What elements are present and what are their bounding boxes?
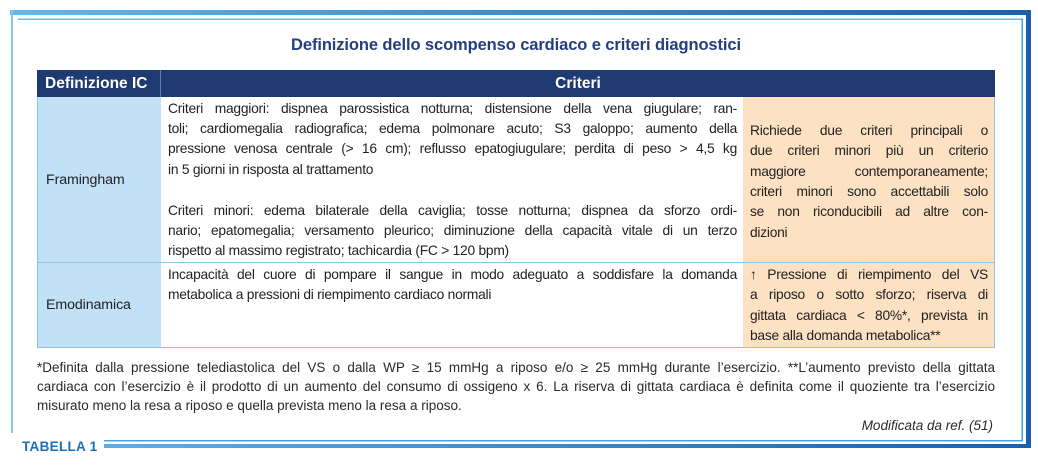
text-line: nario; epatomegalia; versamento pleurico; diminuzione della capacità vitale di un terzo	[168, 222, 737, 238]
row-notes-framingham	[743, 97, 995, 263]
definition-label: Emodinamica	[46, 297, 131, 313]
table-title: Definizione dello scompenso cardiaco e criteri diagnostici	[291, 36, 741, 54]
text-line: a riposo o sotto sforzo; riserva di	[750, 287, 988, 303]
row-criteria-framingham	[161, 97, 743, 263]
frame-left-thin	[11, 10, 13, 433]
frame-top-thick	[10, 10, 1031, 15]
text-line: Criteri minori: edema bilaterale della caviglia; tosse notturna; dispnea da sforzo ordi-	[168, 202, 737, 218]
footnote-line: cardiaca con l’esercizio è il prodotto di un aumento del consumo di ossigeno x 6. La riserva di gittata cardiaca è definita come il quoziente tra l’esercizio	[37, 379, 995, 394]
header-definition: Definizione IC	[37, 70, 161, 97]
source-note: Modificata da ref. (51)	[861, 418, 993, 433]
row-notes-emodinamica	[743, 263, 995, 348]
text-line: toli; cardiomegalia radiografica; edema polmonare acuto; S3 galoppo; aumento della	[168, 120, 737, 136]
frame-top-thin	[18, 19, 1023, 21]
minor-criteria	[168, 201, 737, 262]
frame-right-thin	[1022, 19, 1024, 442]
text-line: Criteri maggiori: dispnea parossistica notturna; distensione della vena giugulare; ran-	[168, 100, 737, 116]
major-criteria	[168, 99, 737, 181]
footnote-line: misurato meno la resa a riposo e quella prevista meno la resa a riposo.	[37, 398, 462, 413]
row-definition-framingham	[37, 97, 161, 263]
text-line: base alla domanda metabolica**	[750, 328, 941, 344]
text-line: metabolica a pressioni di riempimento cardiaco normali	[168, 286, 492, 302]
text-line: in 5 giorni in risposta al trattamento	[168, 161, 374, 177]
text-line: Richiede due criteri principali o	[750, 122, 988, 138]
text-line: gittata cardiaca < 80%*, prevista in	[750, 307, 988, 323]
frame-bottom-thick	[104, 444, 1031, 448]
text-line: pressione venosa centrale (> 16 cm); reflusso epatogiugulare; perdita di peso > 4,5 kg	[168, 141, 737, 157]
row-definition-emodinamica	[37, 263, 161, 348]
footnote-line: *Definita dalla pressione telediastolica del VS o dalla WP ≥ 15 mmHg a riposo e/o ≥ 25 mmHg durante l’esercizio. **L’aumento previsto della gittata	[37, 360, 995, 375]
definition-label: Framingham	[46, 171, 125, 188]
criteria-table	[37, 70, 995, 348]
text-line: Incapacità del cuore di pompare il sangue in modo adeguato a soddisfare la domanda	[168, 266, 737, 282]
footnote	[37, 358, 995, 415]
hemodynamic-criteria	[168, 265, 737, 306]
text-line: rispetto al massimo registrato; tachicardia (FC > 120 bpm)	[168, 243, 509, 259]
notes-text	[750, 121, 988, 243]
text-line: ↑ Pressione di riempimento del VS	[750, 267, 988, 282]
frame-bottom-thin	[104, 440, 1023, 442]
notes-text	[750, 265, 988, 347]
header-criteria: Criteri	[161, 70, 995, 97]
text-line: criteri minori sono accettabili solo	[750, 184, 988, 199]
text-line: due criteri minori più un criterio	[750, 143, 988, 159]
row-criteria-emodinamica	[161, 263, 743, 348]
text-line: maggiore contemporaneamente;	[750, 163, 988, 179]
text-line: se non riconducibili ad altre con-	[750, 204, 988, 220]
table-label: TABELLA 1	[22, 439, 98, 454]
frame-right-thick	[1026, 10, 1031, 448]
text-line: dizioni	[750, 224, 788, 240]
